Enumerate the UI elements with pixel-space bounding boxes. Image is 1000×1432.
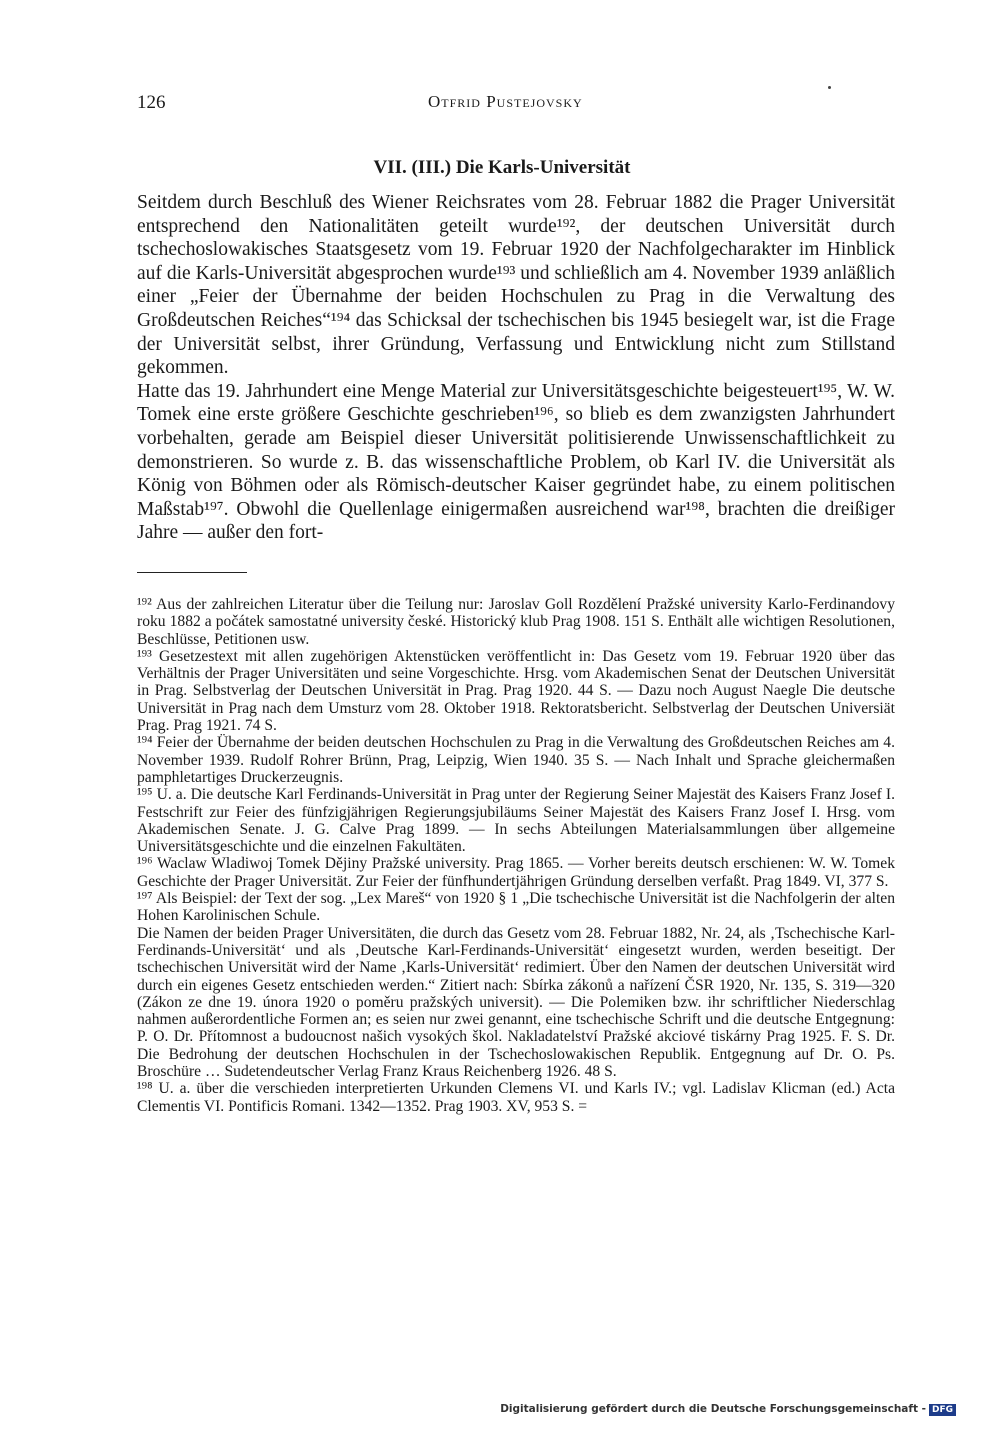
footnote-192: ¹⁹² Aus der zahlreichen Literatur über die Teilung nur: Jaroslav Goll Rozdělení Pražské university Karlo-Ferdinandovy roku 1882 a počátek samostatné university české. Historický klub Prag 1908. 151 S. Enthält alle wichtigen Resolutionen, Beschlüsse, Petitionen usw. bbox=[137, 596, 895, 648]
body-text bbox=[137, 191, 895, 545]
body-paragraph: Hatte das 19. Jahrhundert eine Menge Material zur Universitätsgeschichte beigesteuert¹⁹⁵, W. W. Tomek eine erste größere Geschichte geschrieben¹⁹⁶, so blieb es dem zwanzigsten Jahrhundert vorbehalten, gerade am Beispiel dieser Universität politisierende Unwissenschaftlichkeit zu demonstrieren. So wurde z. B. das wissenschaftliche Problem, ob Karl IV. die Universität als König von Böhmen oder als Römisch-deutscher Kaiser gegründet habe, zu einem politischen Maßstab¹⁹⁷. Obwohl die Quellenlage einigermaßen ausreichend war¹⁹⁸, brachten die dreißiger Jahre — außer den fort- bbox=[137, 380, 895, 544]
footer-credit-text: Digitalisierung gefördert durch die Deutsche Forschungsgemeinschaft - bbox=[500, 1403, 926, 1415]
footer-credit bbox=[500, 1403, 956, 1416]
footnote-197-continued: Die Namen der beiden Prager Universitäten, die durch das Gesetz vom 28. Februar 1882, Nr. 24, als ‚Tschechische Karl-Ferdinands-Universität‘ und als ‚Deutsche Karl-Ferdinands-Universität‘ eingesetzt wurden, werden beseitigt. Der tschechischen Universität wird der Name ‚Karls-Universität‘ redimiert. Über den Namen der deutschen Universität wird durch ein eigenes Gesetz entschieden werden.“ Zitiert nach: Sbírka zákonů a nařízení ČSR 1920, Nr. 135, S. 319—320 (Zákon ze dne 19. února 1920 o poměru pražských universit). — Die Polemiken bzw. ihr schriftlicher Niederschlag nahmen außerordentliche Formen an; es seien nur zwei genannt, eine tschechische Schrift und die deutsche Entgegnung: P. O. Dr. Přítomnost a budoucnost našich vysokých škol. Nakladatelství Pražské akciové tiskárny Prag 1925. F. S. Dr. Die Bedrohung der deutschen Hochschulen in der Tschechoslowakischen Republik. Entgegnung auf Dr. O. Ps. Broschüre … Sudetendeutscher Verlag Franz Kraus Reichenberg 1926. 48 S. bbox=[137, 924, 895, 1081]
body-paragraph: Seitdem durch Beschluß des Wiener Reichsrates vom 28. Februar 1882 die Prager Universität entsprechend den Nationalitäten geteilt wurde¹⁹², der deutschen Universität durch tschechoslowakisches Staatsgesetz vom 19. Februar 1920 der Nachfolgecharakter im Hinblick auf die Karls-Universität abgesprochen wurde¹⁹³ und schließlich am 4. November 1939 anläßlich einer „Feier der Übernahme der beiden Hochschulen zu Prag in die Verwaltung des Großdeutschen Reiches“¹⁹⁴ das Schicksal der tschechischen bis 1945 besiegelt war, ist die Frage der Universität selbst, ihrer Gründung, Verfassung und Entwicklung nicht zum Stillstand gekommen. bbox=[137, 192, 895, 379]
footnote-194: ¹⁹⁴ Feier der Übernahme der beiden deutschen Hochschulen zu Prag in die Verwaltung des Großdeutschen Reiches am 4. November 1939. Rudolf Rohrer Brünn, Prag, Leipzig, Wien 1940. 35 S. — Nach Inhalt und Sprache gleichermaßen pamphletartiges Druckerzeugnis. bbox=[137, 734, 895, 786]
scan-speck bbox=[828, 86, 831, 89]
dfg-logo: DFG bbox=[929, 1404, 956, 1416]
page-number: 126 bbox=[137, 92, 166, 113]
running-head: Otfrid Pustejovsky bbox=[428, 92, 583, 111]
section-title bbox=[0, 157, 1000, 179]
footnote-195: ¹⁹⁵ U. a. Die deutsche Karl Ferdinands-Universität in Prag unter der Regierung Seiner Majestät des Kaisers Franz Josef I. Festschrift zur Feier des fünfzigjährigen Regierungsjubiläums Seiner Majestät des Kaisers Franz Josef I. Hrsg. vom Akademischen Senate. J. G. Calve Prag 1899. — In sechs Abteilungen Materialsammlungen über allgemeine Universitätsgeschichte und die einzelnen Fakultäten. bbox=[137, 786, 895, 856]
footnote-196: ¹⁹⁶ Waclaw Wladiwoj Tomek Dějiny Pražské university. Prag 1865. — Vorher bereits deutsch erschienen: W. W. Tomek Geschichte der Prager Universität. Zur Feier der fünfhundertjährigen Gründung derselben verfaßt. Prag 1849. VI, 377 S. bbox=[137, 855, 895, 890]
footnote-193: ¹⁹³ Gesetzestext mit allen zugehörigen Aktenstücken veröffentlicht in: Das Gesetz vom 19. Februar 1920 über das Verhältnis der Prager Universitäten und seine Vorgeschichte. Hrsg. vom Akademischen Senat der Deutschen Universität in Prag. Selbstverlag der Deutschen Universität in Prag. Prag 1920. 44 S. — Dazu noch August Naegle Die deutsche Universität in Prag nach dem Umsturz vom 28. Oktober 1918. Rektoratsbericht. Selbstverlag der Deutschen Universiät Prag. Prag 1921. 74 S. bbox=[137, 647, 895, 735]
footnote-197: ¹⁹⁷ Als Beispiel: der Text der sog. „Lex Mareš“ von 1920 § 1 „Die tschechische Universität ist die Nachfolgerin der alten Hohen Karolinischen Schule. bbox=[137, 890, 895, 925]
footnote-198: ¹⁹⁸ U. a. über die verschieden interpretierten Urkunden Clemens VI. und Karls IV.; vgl. Ladislav Klicman (ed.) Acta Clementis VI. Pontificis Romani. 1342—1352. Prag 1903. XV, 953 S. = bbox=[137, 1080, 895, 1115]
footnote-rule bbox=[137, 572, 247, 573]
section-title-text: VII. (III.) Die Karls-Universität bbox=[373, 156, 631, 178]
footnotes bbox=[137, 596, 895, 1115]
